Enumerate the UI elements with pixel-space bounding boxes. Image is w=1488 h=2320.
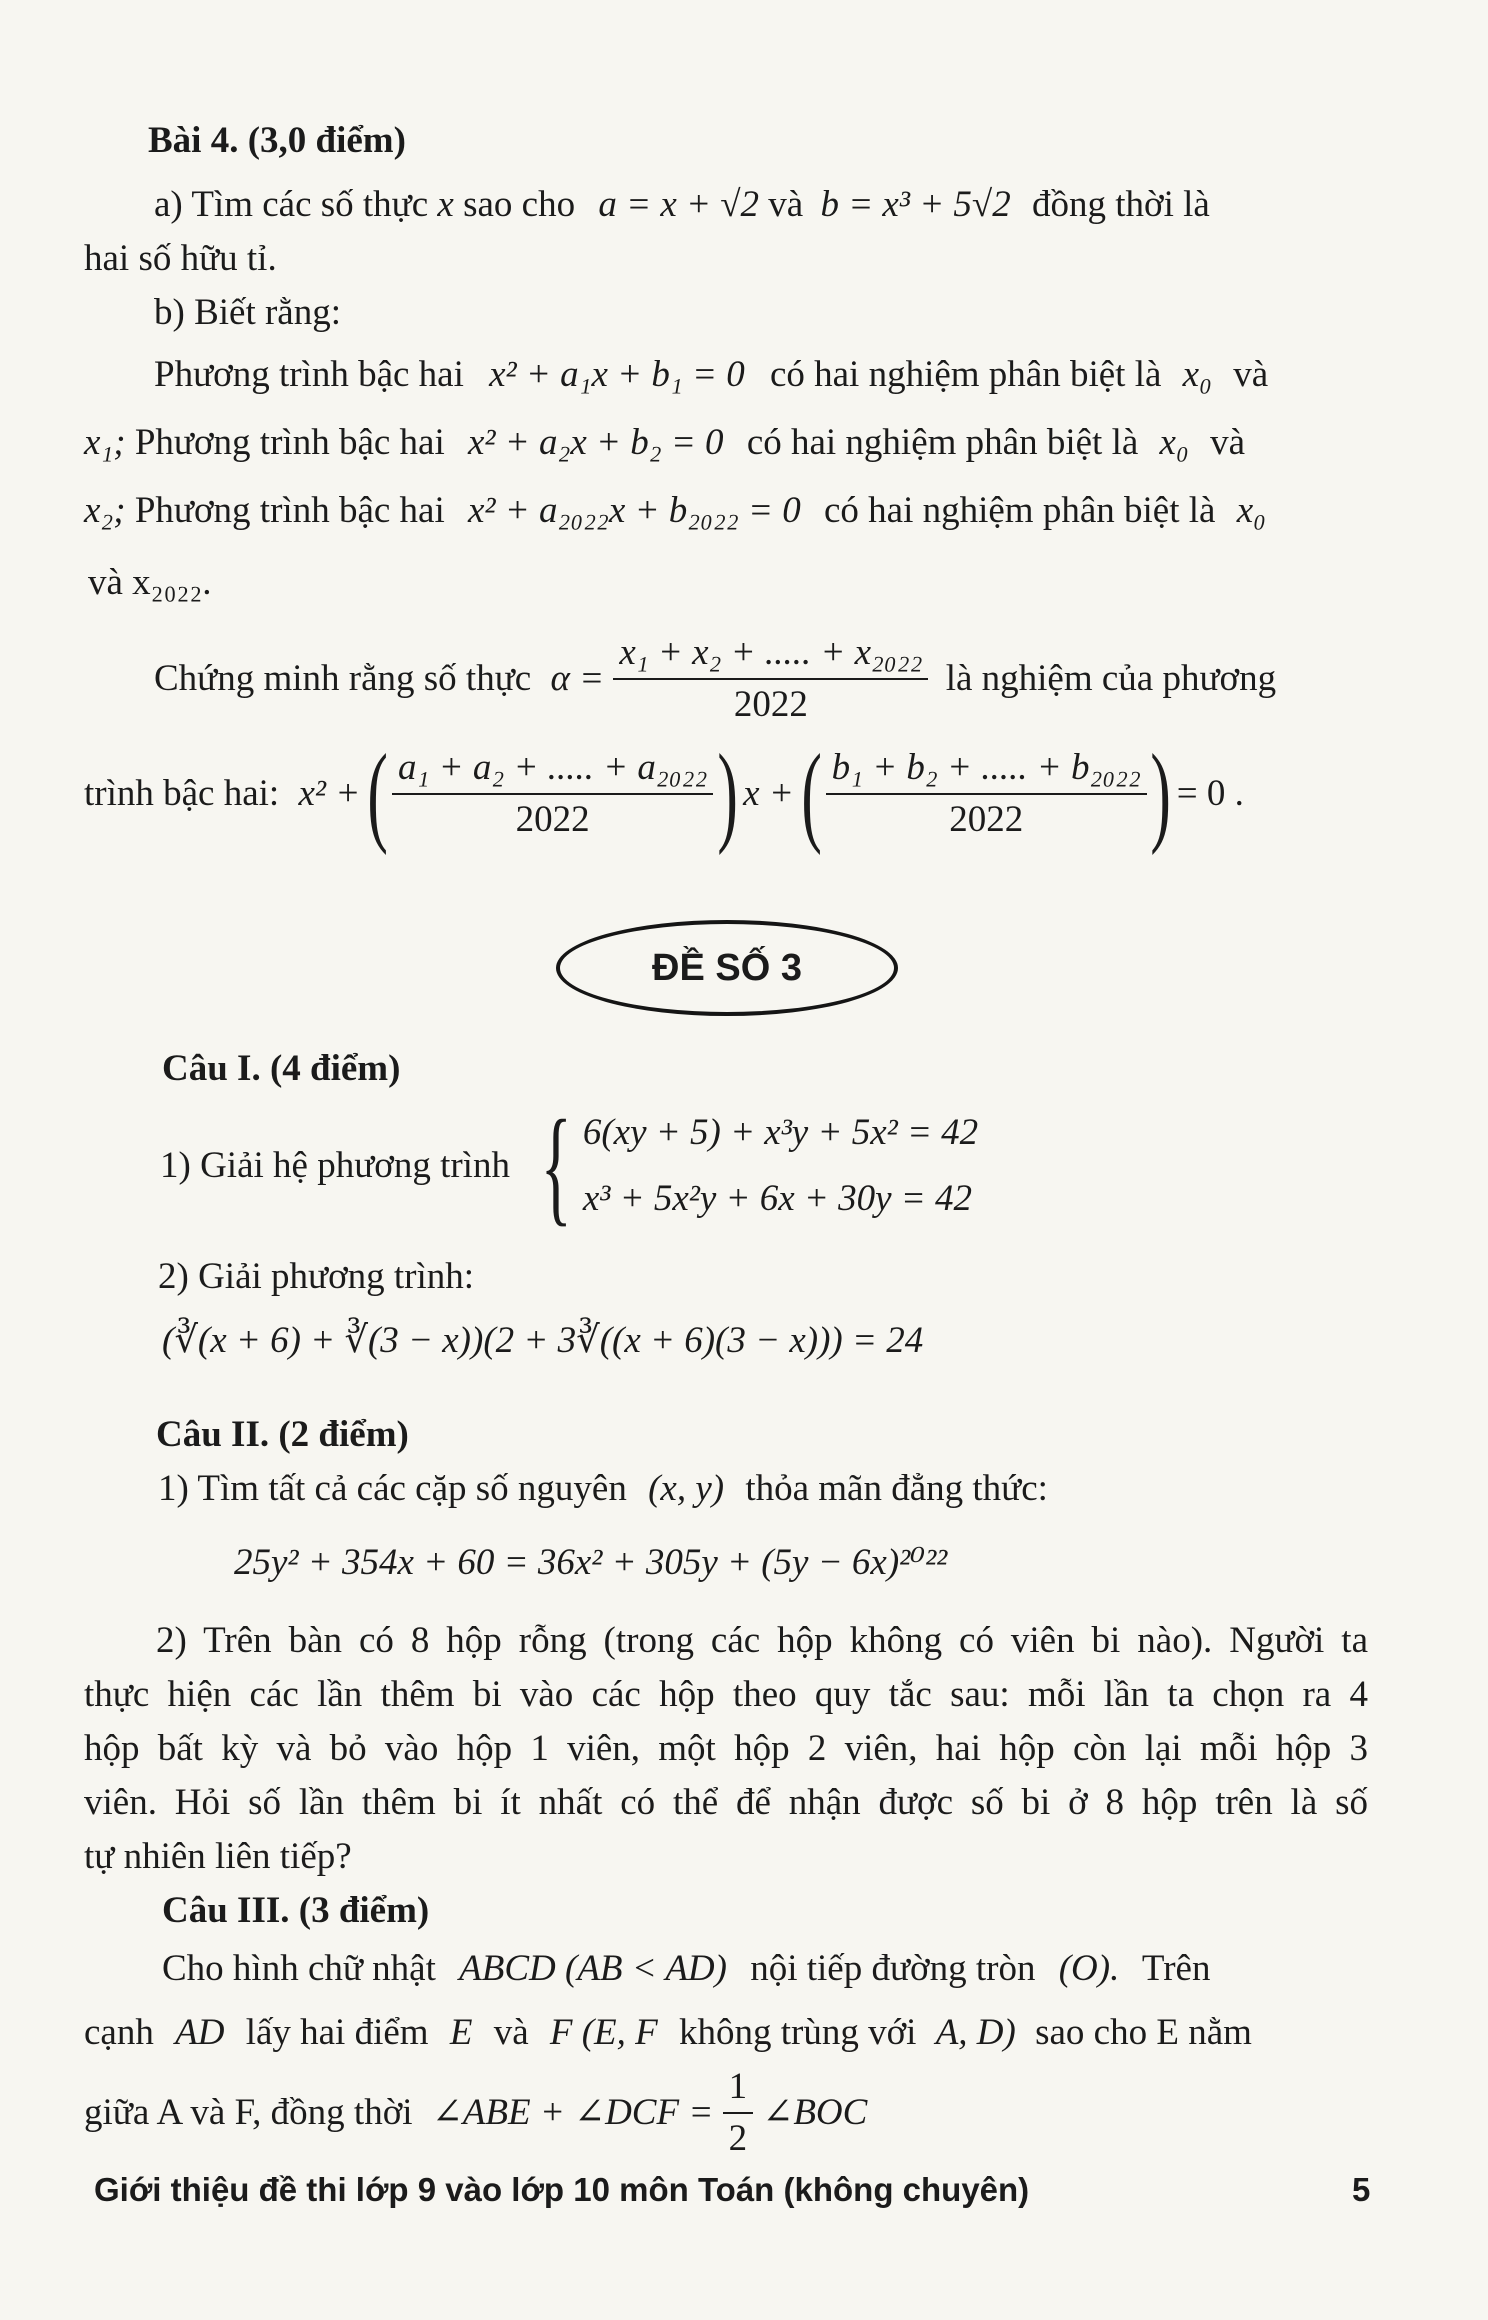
- cau2-p2-line5: tự nhiên liên tiếp?: [84, 1836, 352, 1877]
- bai4-b-line3: x₂; Phương trình bậc hai x² + a₂₀₂₂x + b₂₀₂₂ = 0 có hai nghiệm phân biệt là x₀: [84, 490, 1266, 531]
- bai4-b-intro: b) Biết rằng:: [154, 292, 342, 333]
- cau3-line2: cạnh AD lấy hai điểm E và F (E, F không trùng với A, D) sao cho E nằm: [84, 2012, 1252, 2053]
- bai4-b-line2: x₁; Phương trình bậc hai x² + a₂x + b₂ = 0 có hai nghiệm phân biệt là x₀ và: [84, 422, 1246, 463]
- cau2-equation: 25y² + 354x + 60 = 36x² + 305y + (5y − 6x)²⁰²²: [234, 1542, 948, 1583]
- cau2-p2-line1: 2) Trên bàn có 8 hộp rỗng (trong các hộp không có viên bi nào). Người ta: [156, 1620, 1368, 1661]
- cau3-line3: giữa A và F, đồng thời ∠ABE + ∠DCF = $\frac{1}{2}$ ∠BOC: [84, 2064, 867, 2162]
- cau2-p2-line3: hộp bất kỳ và bỏ vào hộp 1 viên, một hộp 2 viên, hai hộp còn lại mỗi hộp 3: [84, 1728, 1368, 1769]
- cau3-title: Câu III. (3 điểm): [162, 1890, 430, 1931]
- page-number: 5: [1352, 2171, 1371, 2208]
- cau2-p2-line4: viên. Hỏi số lần thêm bi ít nhất có thể để nhận được số bi ở 8 hộp trên là số: [84, 1782, 1368, 1823]
- bai4-a-line2: hai số hữu tỉ.: [84, 238, 277, 279]
- cau3-line1: Cho hình chữ nhật ABCD (AB < AD) nội tiếp đường tròn (O). Trên: [162, 1948, 1211, 1989]
- bai4-b-line1: Phương trình bậc hai x² + a₁x + b₁ = 0 có hai nghiệm phân biệt là x₀ và: [154, 354, 1269, 395]
- cau1-equation: (∛(x + 6) + ∛(3 − x))(2 + 3∛((x + 6)(3 − x))) = 24: [162, 1320, 924, 1361]
- bai4-a-line1: a) Tìm các số thực x sao cho a = x + √2 và b = x³ + 5√2 đồng thời là: [154, 184, 1210, 225]
- bai4-equation-line: trình bậc hai: x² + ( $\frac{\text{a₁ + a₂ + ..... + a₂₀₂₂}}{2022}$ ) x + ( $\frac{\text{b₁ + b₂ + ..... + b₂₀₂₂}}{2022}$ ) = 0 .: [84, 732, 1244, 856]
- cau1-p2: 2) Giải phương trình:: [158, 1256, 475, 1297]
- alpha-fraction: $\frac{\text{x₁ + x₂ + ..... + x₂₀₂₂}}{2022}$: [613, 630, 928, 728]
- a-fraction: $\frac{\text{a₁ + a₂ + ..... + a₂₀₂₂}}{2022}$: [392, 745, 713, 843]
- cau2-p1: 1) Tìm tất cả các cặp số nguyên (x, y) thỏa mãn đẳng thức:: [158, 1468, 1048, 1509]
- cau2-p2-line2: thực hiện các lần thêm bi vào các hộp theo quy tắc sau: mỗi lần ta chọn ra 4: [84, 1674, 1368, 1715]
- section-title: ĐỀ SỐ 3: [652, 947, 802, 989]
- footer-text: Giới thiệu đề thi lớp 9 vào lớp 10 môn Toán (không chuyên): [94, 2171, 1030, 2208]
- cau2-title: Câu II. (2 điểm): [156, 1414, 409, 1455]
- bai4-prove-line: Chứng minh rằng số thực α = $\frac{\text{x₁ + x₂ + ..... + x₂₀₂₂}}{2022}$ là nghiệm của phương: [154, 630, 1276, 728]
- bai4-title: Bài 4. (3,0 điểm): [148, 120, 406, 161]
- half-fraction: $\frac{1}{2}$: [723, 2064, 754, 2162]
- b-fraction: $\frac{\text{b₁ + b₂ + ..... + b₂₀₂₂}}{2022}$: [826, 745, 1147, 843]
- bai4-b-line4: và x₂₀₂₂.: [88, 562, 212, 603]
- cau1-title: Câu I. (4 điểm): [162, 1048, 401, 1089]
- cau1-system: 1) Giải hệ phương trình { 6(xy + 5) + x³y + 5x² = 42 x³ + 5x²y + 6x + 30y = 42: [160, 1094, 979, 1238]
